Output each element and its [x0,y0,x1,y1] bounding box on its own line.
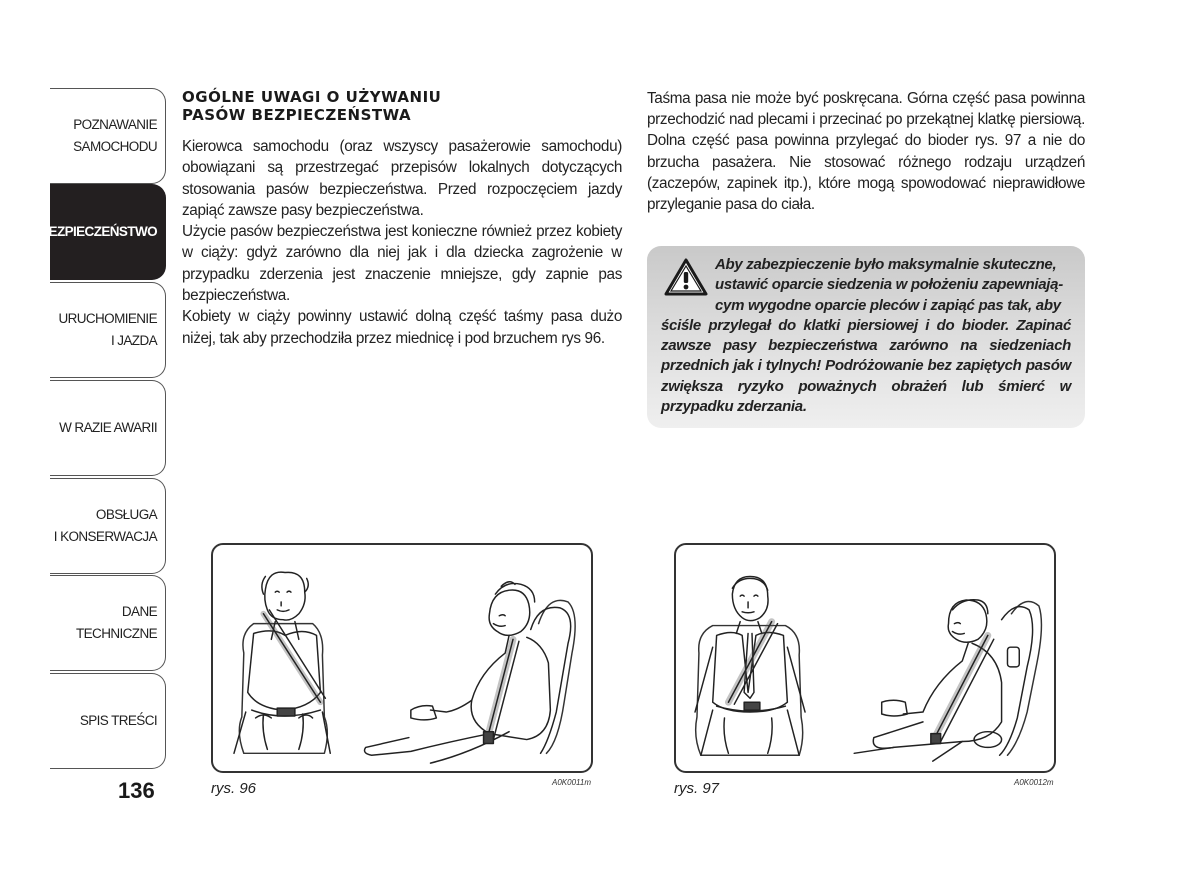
warning-line: ściśle przylegał do klatki piersiowej i do bioder. Zapinać zawsze pasy bezpieczeństwa zarówno na siedzeniach przednich jak i tylnych! Podróżowanie bez zapiętych pasów zwiększa ryzyko poważnych obrażeń lub śmierć w przypadku zderzania. [661,316,1071,416]
section-heading [182,88,622,124]
figure-code: A0K0012m [1014,778,1054,787]
paragraph: Taśma pasa nie może być poskręcana. Górna część pasa powinna przechodzić nad plecami i przecinać po przekątnej klatkę piersiową. Dolna część pasa powinna przylegać do bioder rys. 97 a nie do brzucha pasażera. Nie stosować różnego rodzaju urządzeń (zaczepów, zapinek itp.), które mogą spowodować nieprawidłowe przyleganie pasa do ciała. [647,90,1085,214]
paragraph: Użycie pasów bezpieczeństwa jest konieczne również przez kobiety w ciąży: gdyż zarówno dla niej jak i dla dziecka zagrożenie w przypadku zderzenia jest znaczenie mniejsze, gdy zapnie pas bezpieczeństwa. [182,223,622,305]
paragraph: Kierowca samochodu (oraz wszyscy pasażerowie samochodu) obowiązani są przestrzegać przepisów lokalnych dotyczących stosowania pasów bezpieczeństwa. Przed rozpoczęciem jazdy zapiąć zawsze pasy bezpieczeństwa. [182,138,622,219]
right-column-text [647,88,1085,215]
warning-line: ustawić oparcie siedzenia w położeniu zapewniają- [715,276,1063,294]
tab-bezpieczenstwo[interactable] [39,184,166,280]
tab-label: W RAZIE AWARII [59,420,157,435]
tab-spis-tresci[interactable] [50,673,166,769]
warning-line: Aby zabezpieczenie było maksymalnie skuteczne, [715,256,1057,273]
tab-uruchomienie-i-jazda[interactable] [50,282,166,378]
tab-label: OBSŁUGA I KONSERWACJA [53,507,157,544]
warning-line: cym wygodne oparcie pleców i zapiąć pas tak, aby [715,296,1061,314]
left-column-text [182,136,622,349]
tab-label: SPIS TREŚCI [79,713,157,728]
tab-label: URUCHOMIENIE I JAZDA [58,311,157,348]
tab-obsluga-i-konserwacja[interactable] [50,478,166,574]
warning-text [661,255,1071,417]
paragraph: Kobiety w ciąży powinny ustawić dolną część taśmy pasa dużo niżej, tak aby przechodziła przez miednicę i pod brzuchem rys 96. [182,308,622,347]
figure-caption: rys. 97 [674,780,720,797]
tab-w-razie-awarii[interactable] [50,380,166,476]
heading-line: PASÓW BEZPIECZEŃSTWA [182,106,412,124]
tab-poznawanie-samochodu[interactable] [50,88,166,184]
heading-line: OGÓLNE UWAGI O UŻYWANIU [182,88,442,106]
seatbelt-illustration-96 [213,545,591,771]
tab-label: DANE TECHNICZNE [76,604,157,641]
figure-caption: rys. 96 [211,780,257,797]
page-number: 136 [118,778,155,803]
seatbelt-illustration-97 [676,545,1054,771]
figure-pregnant-passenger-seatbelt [211,543,593,773]
figure-code: A0K0011m [552,778,591,787]
tab-label: POZNAWANIE SAMOCHODU [73,117,157,154]
tab-dane-techniczne[interactable] [50,575,166,671]
figure-correct-seatbelt-position [674,543,1056,773]
tab-label: BEZPIECZEŃSTWO [39,224,157,239]
